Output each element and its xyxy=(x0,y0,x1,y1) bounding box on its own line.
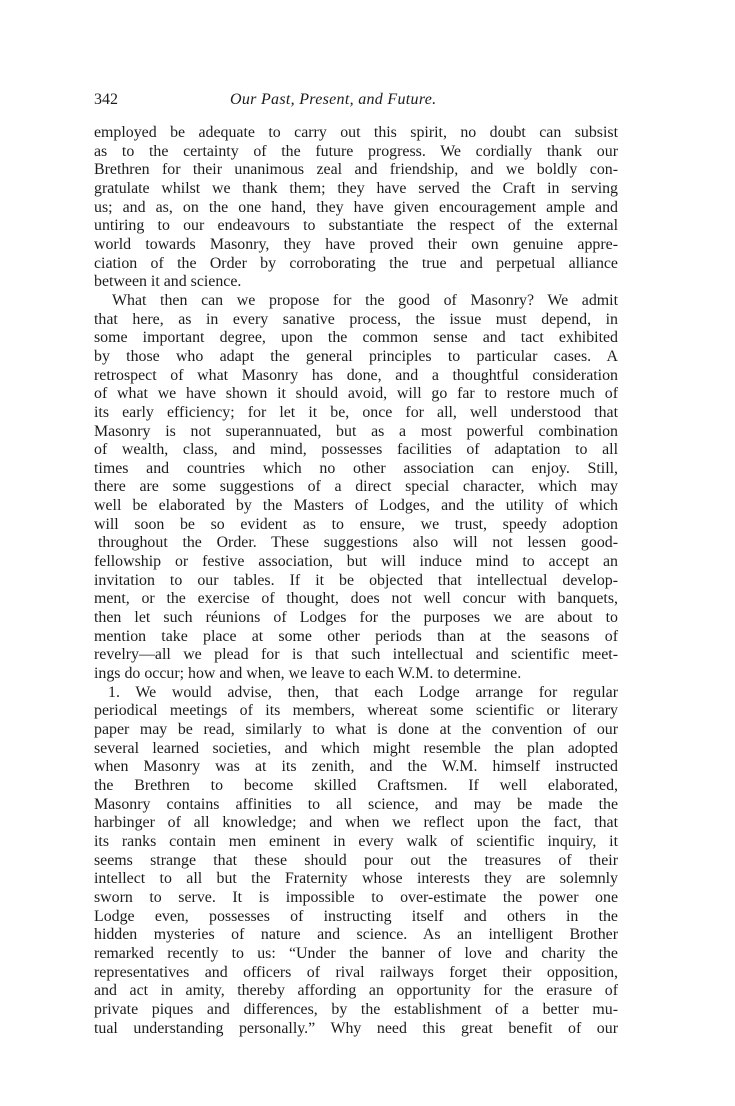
text-line: world towards Masonry, they have proved their own genuine appre- xyxy=(94,235,618,253)
text-line: remarked recently to us: “Under the banner of love and charity the xyxy=(94,944,618,962)
text-line: invitation to our tables. If it be objected that intellectual develop- xyxy=(94,571,618,589)
text-line: its ranks contain men eminent in every walk of scientific inquiry, it xyxy=(94,832,618,850)
paragraph-first-line: What then can we propose for the good of Masonry? We admit xyxy=(112,291,618,309)
text-line: intellect to all but the Fraternity whose interests they are solemnly xyxy=(94,870,618,888)
text-line: ciation of the Order by corroborating the true and perpetual alliance xyxy=(94,254,618,272)
text-line: mention take place at some other periods than at the seasons of xyxy=(94,627,618,645)
text-line: Lodge even, possesses of instructing itself and others in the xyxy=(94,907,618,925)
page-number: 342 xyxy=(94,91,118,108)
text-line: its early efficiency; for let it be, once for all, well understood that xyxy=(94,403,618,421)
page-header xyxy=(94,91,618,115)
text-line: fellowship or festive association, but will induce mind to accept an xyxy=(94,553,618,571)
running-title: Our Past, Present, and Future. xyxy=(230,91,437,108)
text-line: Masonry is not superannuated, but as a most powerful combination xyxy=(94,422,618,440)
text-line: will soon be so evident as to ensure, we trust, speedy adoption xyxy=(94,515,618,533)
text-line: of wealth, class, and mind, possesses facilities of adaptation to all xyxy=(94,441,618,459)
text-line: representatives and officers of rival railways forget their opposition, xyxy=(94,963,618,981)
text-line: seems strange that these should pour out the treasures of their xyxy=(94,851,618,869)
text-line: paper may be read, similarly to what is done at the convention of our xyxy=(94,721,618,738)
text-line: Masonry contains affinities to all science, and may be made the xyxy=(94,795,618,813)
text-line: well be elaborated by the Masters of Lodges, and the utility of which xyxy=(94,497,618,515)
text-line: gratulate whilst we thank them; they have served the Craft in serving xyxy=(94,179,618,197)
text-line: Brethren for their unanimous zeal and friendship, and we boldly con- xyxy=(94,161,618,179)
text-line: times and countries which no other association can enjoy. Still, xyxy=(94,459,618,477)
text-line: revelry—all we plead for is that such intellectual and scientific meet- xyxy=(94,646,618,664)
paragraph-first-line: 1. We would advise, then, that each Lodge arrange for regular xyxy=(108,683,618,701)
text-line: untiring to our endeavours to substantiate the respect of the external xyxy=(94,217,618,235)
text-line: us; and as, on the one hand, they have given encouragement ample and xyxy=(94,198,618,216)
text-line: tual understanding personally.” Why need this great benefit of our xyxy=(94,1019,618,1037)
text-line: periodical meetings of its members, whereat some scientific or literary xyxy=(94,702,618,720)
text-line: employed be adequate to carry out this spirit, no doubt can subsist xyxy=(94,124,618,141)
text-line: that here, as in every sanative process, the issue must depend, in xyxy=(94,310,618,328)
text-line: private piques and differences, by the establishment of a better mu- xyxy=(94,1000,618,1018)
text-line: sworn to serve. It is impossible to over-estimate the power one xyxy=(94,888,618,906)
text-line: harbinger of all knowledge; and when we reflect upon the fact, that xyxy=(94,814,618,832)
text-line: ment, or the exercise of thought, does not well concur with banquets, xyxy=(94,590,618,608)
text-line: then let such réunions of Lodges for the purposes we are about to xyxy=(94,609,618,627)
text-line: as to the certainty of the future progress. We cordially thank our xyxy=(94,142,618,160)
text-line: throughout the Order. These suggestions also will not lessen good- xyxy=(98,534,618,552)
text-line: of what we have shown it should avoid, will go far to restore much of xyxy=(94,385,618,403)
text-line: hidden mysteries of nature and science. As an intelligent Brother xyxy=(94,926,618,944)
body-text xyxy=(94,124,618,1038)
text-line: when Masonry was at its zenith, and the W.M. himself instructed xyxy=(94,758,618,776)
text-line: ings do occur; how and when, we leave to each W.M. to determine. xyxy=(94,665,522,683)
text-line: by those who adapt the general principles to particular cases. A xyxy=(94,347,618,365)
text-line: several learned societies, and which might resemble the plan adopted xyxy=(94,739,618,757)
text-line: and act in amity, thereby affording an opportunity for the erasure of xyxy=(94,982,618,1000)
text-line: the Brethren to become skilled Craftsmen. If well elaborated, xyxy=(94,776,618,794)
text-line: there are some suggestions of a direct special character, which may xyxy=(94,478,618,496)
text-line: retrospect of what Masonry has done, and a thoughtful consideration xyxy=(94,366,618,384)
text-line: between it and science. xyxy=(94,273,242,291)
text-line: some important degree, upon the common sense and tact exhibited xyxy=(94,329,618,347)
